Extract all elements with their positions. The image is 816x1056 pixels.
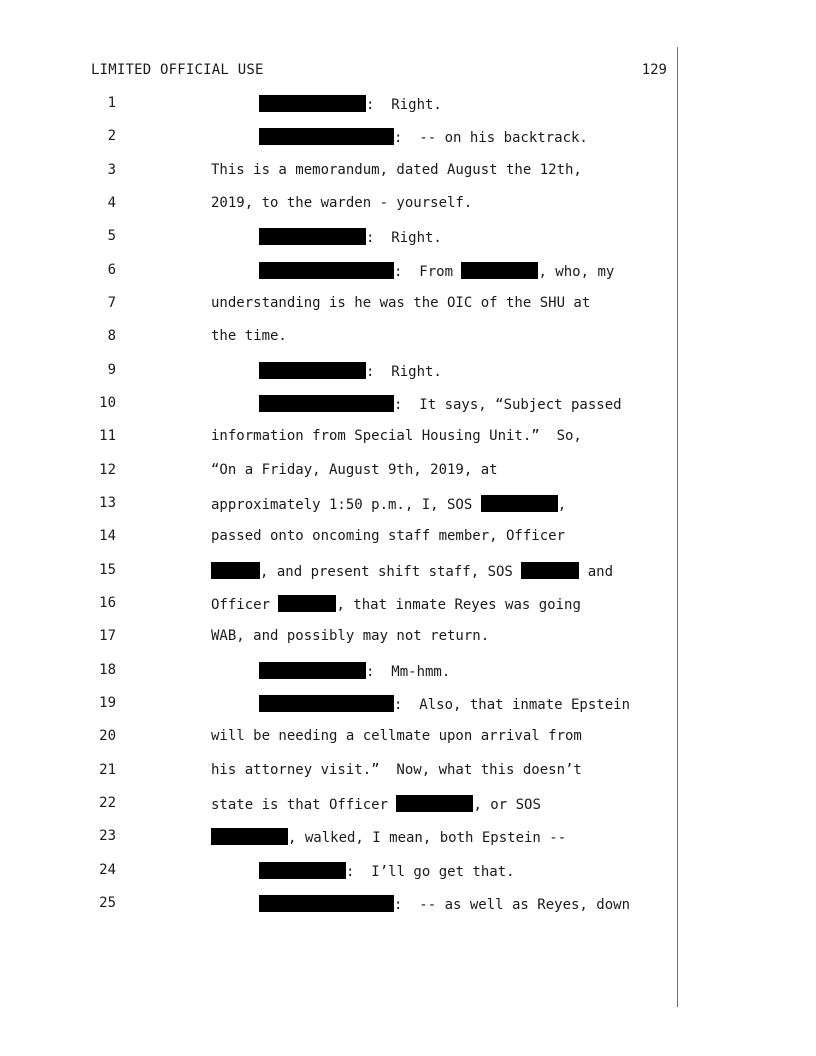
redaction-block [259, 662, 366, 679]
line-text-segment: , who, my [538, 264, 615, 280]
line-text-segment: information from Special Housing Unit.” So, [211, 428, 582, 444]
transcript-line [0, 428, 680, 452]
line-number: 12 [99, 462, 116, 478]
redaction-block [396, 795, 473, 812]
line-number: 7 [107, 295, 116, 311]
line-text-segment: will be needing a cellmate upon arrival from [211, 728, 582, 744]
line-text [211, 195, 472, 211]
transcript-line [0, 295, 680, 319]
line-text [259, 262, 614, 280]
transcript-line [0, 162, 680, 186]
transcript-line [0, 695, 680, 719]
redaction-block [259, 95, 366, 112]
line-text-segment: WAB, and possibly may not return. [211, 628, 490, 644]
line-number: 2 [107, 128, 116, 144]
line-text-segment: , [557, 497, 567, 513]
line-number: 13 [99, 495, 116, 511]
transcript-line [0, 362, 680, 386]
line-text-segment: : Right. [366, 364, 442, 380]
line-number: 16 [99, 595, 116, 611]
line-text [259, 395, 622, 413]
line-text [259, 362, 442, 380]
transcript-line [0, 395, 680, 419]
redaction-block [211, 562, 260, 579]
redaction-block [259, 262, 394, 279]
line-text [259, 95, 442, 113]
line-number: 10 [99, 395, 116, 411]
line-text-segment: : -- as well as Reyes, down [394, 897, 631, 913]
redaction-block [481, 495, 558, 512]
transcript-line [0, 195, 680, 219]
line-text [259, 128, 588, 146]
line-text [211, 762, 582, 778]
line-text [211, 828, 566, 846]
line-number: 17 [99, 628, 116, 644]
redaction-block [259, 362, 366, 379]
transcript-line [0, 562, 680, 586]
line-text-segment: understanding is he was the OIC of the SHU at [211, 295, 591, 311]
line-text-segment: : Right. [366, 230, 442, 246]
line-number: 22 [99, 795, 116, 811]
redaction-block [259, 895, 394, 912]
line-text-segment: : -- on his backtrack. [394, 130, 588, 146]
redaction-block [259, 395, 394, 412]
line-number: 9 [107, 362, 116, 378]
line-number: 3 [107, 162, 116, 178]
line-number: 11 [99, 428, 116, 444]
transcript-line [0, 795, 680, 819]
line-text [259, 228, 442, 246]
line-text [211, 595, 581, 613]
transcript-line [0, 528, 680, 552]
line-text-segment: This is a memorandum, dated August the 12th, [211, 162, 582, 178]
transcript-line [0, 828, 680, 852]
line-number: 21 [99, 762, 116, 778]
transcript-line [0, 662, 680, 686]
transcript-line [0, 895, 680, 919]
line-text-segment: Officer [211, 597, 279, 613]
line-text-segment: state is that Officer [211, 797, 397, 813]
page-number: 129 [641, 62, 667, 78]
line-text-segment: , and present shift staff, SOS [260, 564, 522, 580]
line-number: 20 [99, 728, 116, 744]
line-text [259, 862, 515, 880]
line-number: 24 [99, 862, 116, 878]
line-text-segment: : It says, “Subject passed [394, 397, 622, 413]
line-number: 4 [107, 195, 116, 211]
transcript-line [0, 728, 680, 752]
line-text-segment: , or SOS [473, 797, 541, 813]
line-text [211, 428, 582, 444]
line-text [211, 528, 565, 544]
line-number: 6 [107, 262, 116, 278]
line-text [259, 895, 630, 913]
redaction-block [521, 562, 579, 579]
line-text [211, 562, 613, 580]
redaction-block [278, 595, 336, 612]
line-text [211, 462, 498, 478]
line-number: 18 [99, 662, 116, 678]
transcript-line [0, 128, 680, 152]
line-number: 14 [99, 528, 116, 544]
line-text [259, 662, 450, 680]
line-text-segment: his attorney visit.” Now, what this doesn’t [211, 762, 582, 778]
line-text-segment: : Also, that inmate Epstein [394, 697, 631, 713]
redaction-block [259, 695, 394, 712]
line-text-segment: the time. [211, 328, 287, 344]
line-text-segment: : Right. [366, 97, 442, 113]
line-text [211, 628, 489, 644]
redaction-block [461, 262, 538, 279]
line-number: 8 [107, 328, 116, 344]
line-text-segment: approximately 1:50 p.m., I, SOS [211, 497, 481, 513]
redaction-block [259, 228, 366, 245]
line-number: 25 [99, 895, 116, 911]
line-text-segment: passed onto oncoming staff member, Officer [211, 528, 566, 544]
line-text-segment: “On a Friday, August 9th, 2019, at [211, 462, 498, 478]
transcript-line [0, 628, 680, 652]
transcript-line [0, 595, 680, 619]
transcript-line [0, 862, 680, 886]
line-text-segment: 2019, to the warden - yourself. [211, 195, 473, 211]
line-text [211, 728, 582, 744]
line-text-segment: , walked, I mean, both Epstein -- [288, 830, 567, 846]
line-text [211, 495, 566, 513]
line-text-segment: , that inmate Reyes was going [336, 597, 581, 613]
transcript-line [0, 495, 680, 519]
transcript-line [0, 328, 680, 352]
line-text-segment: : Mm-hmm. [366, 664, 451, 680]
line-number: 15 [99, 562, 116, 578]
line-text [211, 328, 287, 344]
page-header-classification: LIMITED OFFICIAL USE [91, 62, 264, 78]
redaction-block [259, 128, 394, 145]
redaction-block [259, 862, 346, 879]
line-text-segment: : From [394, 264, 462, 280]
line-text [211, 295, 590, 311]
transcript-line [0, 95, 680, 119]
line-text-segment: : I’ll go get that. [346, 864, 515, 880]
line-number: 1 [107, 95, 116, 111]
line-text [211, 795, 541, 813]
transcript-line [0, 228, 680, 252]
line-text-segment: and [579, 564, 614, 580]
transcript-line [0, 262, 680, 286]
line-number: 19 [99, 695, 116, 711]
redaction-block [211, 828, 288, 845]
line-text [211, 162, 582, 178]
line-number: 5 [107, 228, 116, 244]
transcript-line [0, 462, 680, 486]
transcript-line [0, 762, 680, 786]
line-text [259, 695, 630, 713]
line-number: 23 [99, 828, 116, 844]
